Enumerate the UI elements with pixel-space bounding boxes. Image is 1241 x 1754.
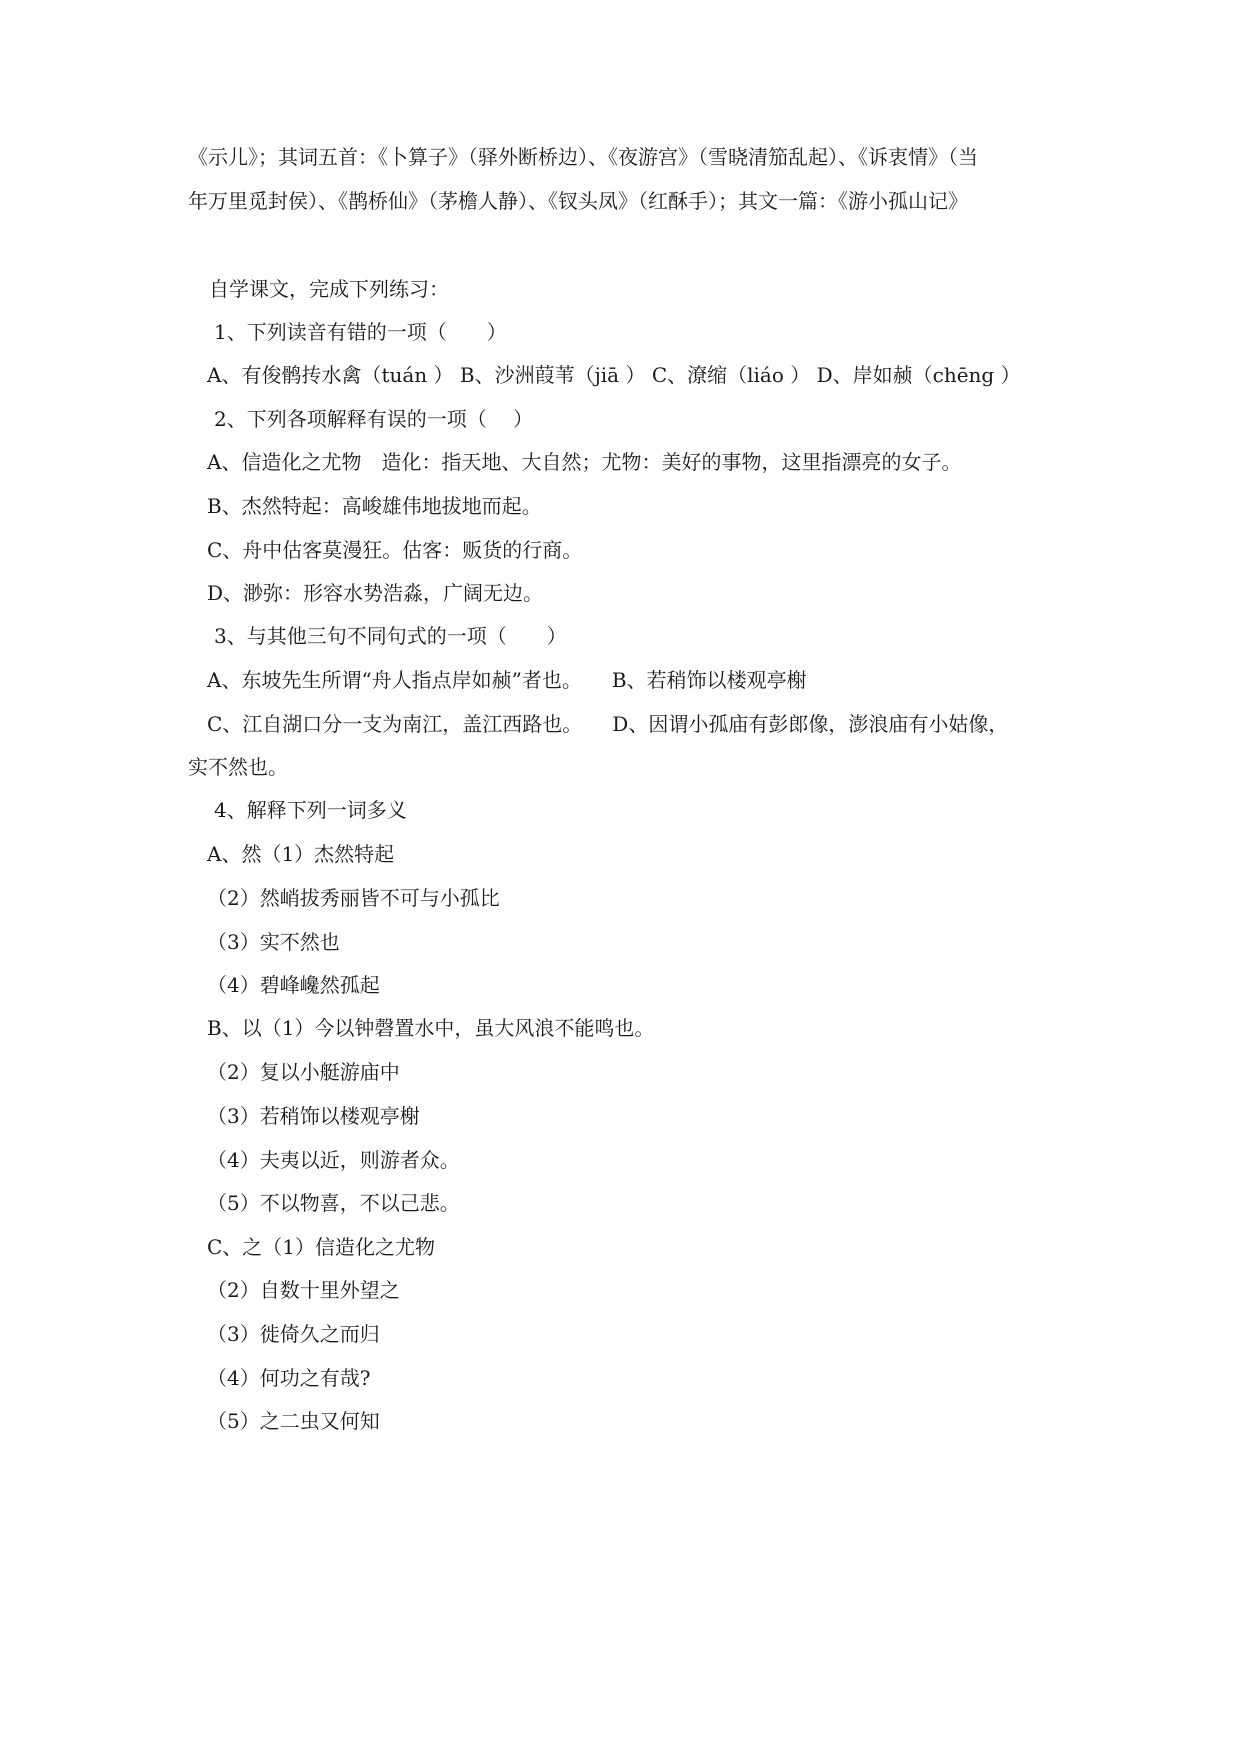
question-3-options-ab: A、东坡先生所谓“舟人指点岸如赪”者也。 B、若稍饰以楼观亭榭 [207, 668, 807, 692]
question-4-group-c-item: （5）之二虫又何知 [207, 1409, 380, 1433]
question-3-options-continued: 实不然也。 [188, 755, 288, 779]
question-2-option-a: A、信造化之尤物 造化：指天地、大自然；尤物：美好的事物，这里指漂亮的女子。 [207, 450, 962, 474]
intro-line-2: 年万里觅封侯）、《鹊桥仙》（茅檐人静）、《钗头凤》（红酥手）；其文一篇：《游小孤山记》 [188, 189, 968, 213]
question-4-group-b-head: B、以（1）今以钟磬置水中，虽大风浪不能鸣也。 [207, 1016, 655, 1040]
question-2-prompt: 2、下列各项解释有误的一项（ ） [214, 407, 534, 431]
instructions: 自学课文，完成下列练习： [209, 277, 449, 301]
question-4-group-a-item: （3）实不然也 [207, 930, 340, 954]
question-4-prompt: 4、解释下列一词多义 [214, 798, 407, 822]
question-4-group-c-item: （2）自数十里外望之 [207, 1278, 400, 1302]
question-4-group-b-item: （2）复以小艇游庙中 [207, 1060, 400, 1084]
question-1-prompt: 1、下列读音有错的一项（ ） [214, 320, 507, 344]
question-2-option-b: B、杰然特起：高峻雄伟地拔地而起。 [207, 494, 542, 518]
question-4-group-b-item: （4）夫夷以近，则游者众。 [207, 1148, 460, 1172]
question-4-group-a-item: （4）碧峰巉然孤起 [207, 973, 380, 997]
question-3-options-cd: C、江自湖口分一支为南江，盖江西路也。 D、因谓小孤庙有彭郎像，澎浪庙有小姑像， [207, 712, 1009, 736]
question-4-group-c-head: C、之（1）信造化之尤物 [207, 1235, 436, 1259]
question-2-option-c: C、舟中估客莫漫狂。估客：贩货的行商。 [207, 538, 583, 562]
question-1-options: A、有俊鹘抟水禽（tuán ） B、沙洲葭苇（jiā ） C、潦缩（liáo ） D、岸如赪（chēng ） [207, 363, 1021, 387]
question-2-option-d: D、渺弥：形容水势浩淼，广阔无边。 [207, 581, 544, 605]
question-3-prompt: 3、与其他三句不同句式的一项（ ） [214, 624, 567, 648]
question-4-group-c-item: （3）徙倚久之而归 [207, 1322, 380, 1346]
question-4-group-c-item: （4）何功之有哉? [207, 1366, 371, 1390]
question-4-group-a-head: A、然（1）杰然特起 [207, 842, 395, 866]
intro-line-1: 《示儿》；其词五首：《卜算子》（驿外断桥边）、《夜游宫》（雪晓清笳乱起）、《诉衷情》（当 [188, 145, 978, 169]
question-4-group-a-item: （2）然峭拔秀丽皆不可与小孤比 [207, 886, 500, 910]
question-4-group-b-item: （5）不以物喜，不以己悲。 [207, 1191, 460, 1215]
question-4-group-b-item: （3）若稍饰以楼观亭榭 [207, 1104, 420, 1128]
